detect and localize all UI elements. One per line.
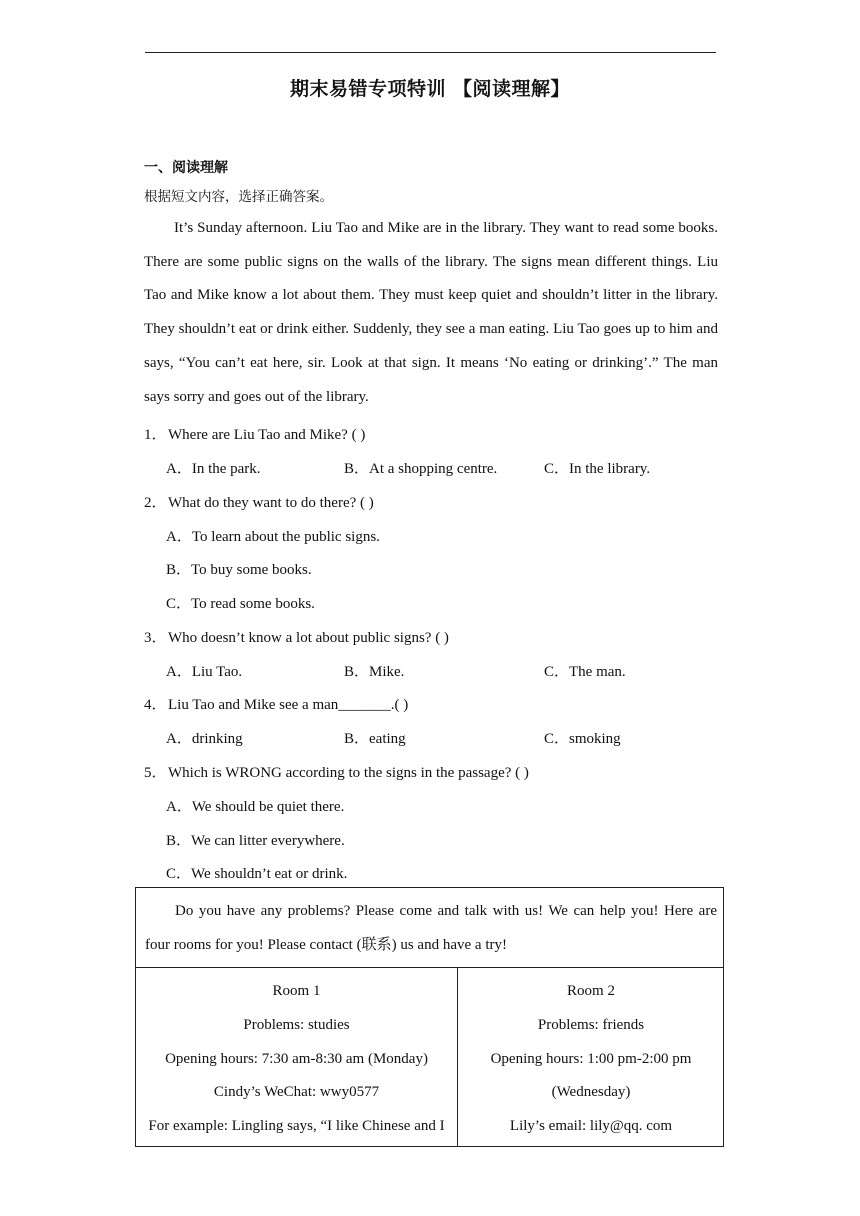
question-2-text: What do they want to do there? ( ): [168, 495, 374, 511]
question-2-option-c: C．To read some books.: [166, 596, 315, 612]
header-rule: [145, 52, 716, 53]
room-2-hours: Opening hours: 1:00 pm-2:00 pm: [490, 1050, 692, 1067]
question-4-text: Liu Tao and Mike see a man_______.( ): [168, 697, 409, 713]
room-2-contact: Lily’s email: lily@qq. com: [509, 1118, 673, 1135]
question-2-option-b: B．To buy some books.: [166, 562, 312, 578]
room-2-hours-day: (Wednesday): [551, 1084, 631, 1101]
section-instruction: 根据短文内容，选择正确答案。: [144, 189, 333, 205]
room-1-cell: [136, 975, 457, 1144]
room-2-problems: Problems: friends: [537, 1016, 645, 1033]
question-4-option-b: B．eating: [344, 731, 406, 747]
room-1-title: Room 1: [272, 983, 321, 999]
question-2: 2．What do they want to do there? ( ): [144, 495, 374, 511]
room-1-problems: Problems: studies: [243, 1016, 350, 1033]
table-divider: [136, 967, 723, 968]
section-heading: 一、阅读理解: [144, 160, 228, 176]
reading-passage: It’s Sunday afternoon. Liu Tao and Mike are in the library. They want to read some books. There are some public signs on the walls of the library. The signs mean different things. Liu Tao and Mike know a lot about them. They must keep quiet and shouldn’t litter in the library. They shouldn’t eat or drink either. Suddenly, they see a man eating. Liu Tao goes up to him and says, “You can’t eat here, sir. Look at that sign. It means ‘No eating or drinking’.” The man says sorry and goes out of the library.: [144, 220, 718, 405]
question-3-option-a: A．Liu Tao.: [166, 664, 243, 680]
question-5-option-a: A．We should be quiet there.: [166, 799, 345, 815]
question-3-text: Who doesn’t know a lot about public signs? ( ): [168, 630, 449, 646]
room-2-cell: [458, 975, 724, 1144]
question-1-option-b: B．At a shopping centre.: [344, 461, 498, 477]
question-1-option-c: C．In the library.: [544, 461, 651, 477]
room-1-example: For example: Lingling says, “I like Chinese and I: [148, 1118, 445, 1135]
question-3-option-b: B．Mike.: [344, 664, 405, 680]
question-4-option-c: C．smoking: [544, 731, 621, 747]
question-5: 5．Which is WRONG according to the signs in the passage? ( ): [144, 765, 529, 781]
question-5-option-b: B．We can litter everywhere.: [166, 833, 345, 849]
question-3-option-c: C．The man.: [544, 664, 626, 680]
question-2-option-a: A．To learn about the public signs.: [166, 529, 380, 545]
question-1-text: Where are Liu Tao and Mike? ( ): [168, 427, 366, 443]
room-2-title: Room 2: [567, 983, 615, 999]
page-title: 期末易错专项特训 【阅读理解】: [289, 78, 571, 100]
question-3: 3．Who doesn’t know a lot about public signs? ( ): [144, 630, 449, 646]
room-1-hours: Opening hours: 7:30 am-8:30 am (Monday): [165, 1050, 428, 1067]
room-1-contact: Cindy’s WeChat: wwy0577: [213, 1084, 380, 1101]
question-1: 1．Where are Liu Tao and Mike? ( ): [144, 427, 366, 443]
question-5-option-c: C．We shouldn’t eat or drink.: [166, 866, 348, 882]
question-5-text: Which is WRONG according to the signs in the passage? ( ): [168, 765, 529, 781]
question-1-option-a: A．In the park.: [166, 461, 261, 477]
notice-intro: Do you have any problems? Please come and talk with us! We can help you! Here are four rooms for you! Please contact (联系) us and have a try!: [145, 903, 717, 953]
notice-table: [135, 887, 724, 1147]
question-4: 4．Liu Tao and Mike see a man_______.( ): [144, 697, 409, 713]
question-4-option-a: A．drinking: [166, 731, 243, 747]
